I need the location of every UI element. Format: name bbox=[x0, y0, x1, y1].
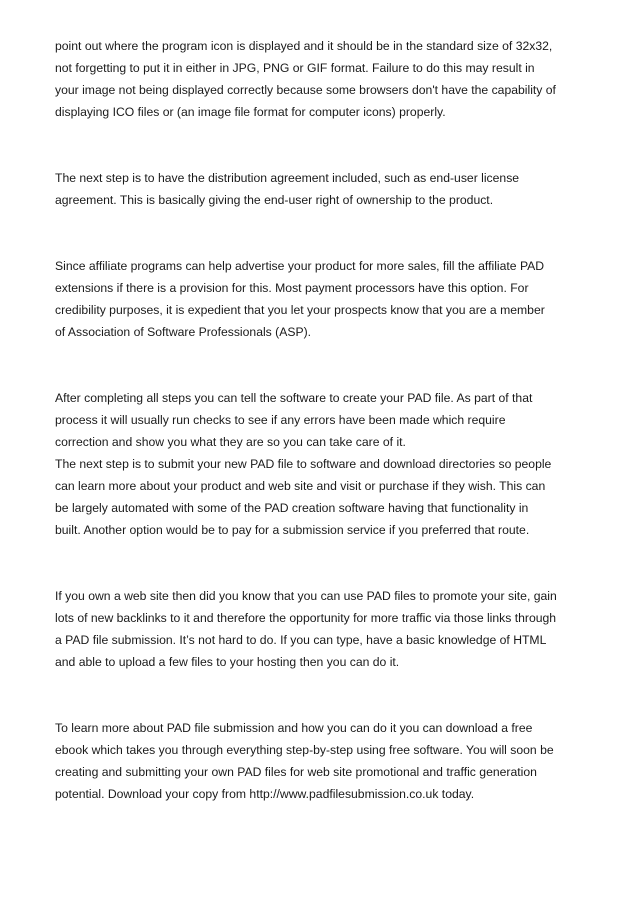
text-line: creating and submitting your own PAD files for web site promotional and traffic generation bbox=[55, 765, 537, 779]
text-line: agreement. This is basically giving the end-user right of ownership to the product. bbox=[55, 193, 494, 207]
paragraph-spacer bbox=[55, 343, 590, 387]
paragraph-distribution-agreement bbox=[55, 167, 590, 211]
paragraph-icon-format bbox=[55, 35, 590, 123]
text-line: your image not being displayed correctly because some browsers don't have the capability of bbox=[55, 83, 556, 97]
text-line: and able to upload a few files to your hosting then you can do it. bbox=[55, 655, 400, 669]
text-line: potential. Download your copy from http://www.padfilesubmission.co.uk today. bbox=[55, 787, 475, 801]
paragraph-spacer bbox=[55, 123, 590, 167]
text-line: lots of new backlinks to it and therefore the opportunity for more traffic via those links through bbox=[55, 611, 557, 625]
text-line: credibility purposes, it is expedient that you let your prospects know that you are a member bbox=[55, 303, 545, 317]
text-line: not forgetting to put it in either in JPG, PNG or GIF format. Failure to do this may result in bbox=[55, 61, 535, 75]
paragraph-learn-more bbox=[55, 717, 590, 805]
paragraph-affiliate-programs bbox=[55, 255, 590, 343]
text-line: be largely automated with some of the PAD creation software having that functionality in bbox=[55, 501, 529, 515]
text-line: of Association of Software Professionals (ASP). bbox=[55, 325, 312, 339]
paragraph-spacer bbox=[55, 541, 590, 585]
text-line: point out where the program icon is displayed and it should be in the standard size of 32x32, bbox=[55, 39, 553, 53]
paragraph-spacer bbox=[55, 211, 590, 255]
text-line: Since affiliate programs can help advertise your product for more sales, fill the affiliate PAD bbox=[55, 259, 545, 273]
text-line: extensions if there is a provision for this. Most payment processors have this option. For bbox=[55, 281, 529, 295]
text-line: a PAD file submission. It’s not hard to do. If you can type, have a basic knowledge of HTML bbox=[55, 633, 547, 647]
text-line: ebook which takes you through everything step-by-step using free software. You will soon be bbox=[55, 743, 554, 757]
text-line: To learn more about PAD file submission and how you can do it you can download a free bbox=[55, 721, 533, 735]
document-body bbox=[55, 35, 590, 805]
text-line: can learn more about your product and web site and visit or purchase if they wish. This can bbox=[55, 479, 546, 493]
paragraph-create-and-submit bbox=[55, 387, 590, 541]
text-line: The next step is to submit your new PAD file to software and download directories so people bbox=[55, 457, 552, 471]
text-line: correction and show you what they are so you can take care of it. bbox=[55, 435, 406, 449]
text-line: After completing all steps you can tell the software to create your PAD file. As part of that bbox=[55, 391, 533, 405]
text-line: built. Another option would be to pay for a submission service if you preferred that route. bbox=[55, 523, 530, 537]
text-line: The next step is to have the distribution agreement included, such as end-user license bbox=[55, 171, 520, 185]
text-line: If you own a web site then did you know that you can use PAD files to promote your site, gain bbox=[55, 589, 557, 603]
text-line: process it will usually run checks to see if any errors have been made which require bbox=[55, 413, 506, 427]
paragraph-promote-site bbox=[55, 585, 590, 673]
text-line: displaying ICO files or (an image file format for computer icons) properly. bbox=[55, 105, 446, 119]
paragraph-spacer bbox=[55, 673, 590, 717]
